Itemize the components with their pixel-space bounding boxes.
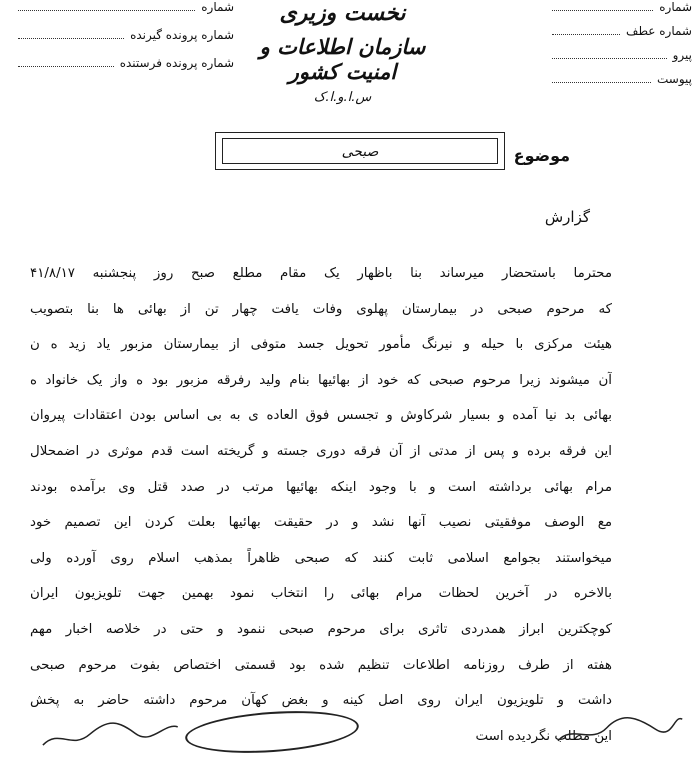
- field-dotted-line: [18, 28, 124, 39]
- field-dotted-line: [18, 0, 195, 11]
- organization-letterhead: [235, 0, 450, 105]
- body-line: این فرقه برده و پس از مدتی از آن فرقه دوری جسته و گریخته است قدم موثری در اضمحلال: [30, 443, 612, 459]
- report-title: گزارش: [544, 208, 590, 226]
- body-line: آن میشوند زیرا مرحوم صبحی که خود از بهائیها بنام ولید رفرقه مزبور بود ه واز یک خانواد ه: [30, 372, 612, 388]
- header-left-field: [14, 0, 234, 28]
- subject-value: صبحی: [222, 138, 498, 164]
- report-body: [30, 256, 612, 754]
- field-label: شماره: [659, 0, 692, 14]
- body-line: بالاخره در آخرین لحظات مرام بهائی را انتخاب نمود بهمین جهت تلویزیون ایران: [30, 586, 612, 602]
- header-right-field: [552, 0, 692, 24]
- field-label: پیرو: [672, 48, 692, 62]
- header-right-field: [552, 48, 692, 72]
- body-line: مع الوصف موفقیتی نصیب آنها نشد و در حقیقت بهائیها بعلت کردن این تصمیم خود: [30, 515, 612, 531]
- header-right-fields: [552, 0, 692, 96]
- field-label: پیوست: [657, 72, 692, 86]
- header-right-field: [552, 24, 692, 48]
- body-line: هیئت مرکزی با حیله و نیرنگ مأمور تحویل جسد متوفی از بیمارستان مزبور یاد زید ه ن: [30, 337, 612, 353]
- body-line: که مرحوم صبحی در بیمارستان پهلوی وفات یافت چهار تن از بهائی ها بنا بتصویب: [30, 301, 612, 317]
- header-left-fields: [14, 0, 234, 84]
- body-line: داشت و تلویزیون ایران روی اصل کینه و بغض کهآن مرحوم داشته حاضر به پخش: [30, 693, 612, 709]
- body-line: بهائی بد نیا آمده و بسیار شرکاوش و تجسس فوق العاده ی به بی اساس بودن اعتقادات پیروان: [30, 408, 612, 424]
- field-label: شماره پرونده فرستنده: [119, 56, 234, 70]
- field-dotted-line: [552, 0, 653, 11]
- org-abbreviation: س.ا.و.ا.ک: [313, 90, 372, 105]
- header-right-field: [552, 72, 692, 96]
- field-dotted-line: [552, 72, 651, 83]
- field-label: شماره: [201, 0, 234, 14]
- body-line: این مطلب نگردیده است: [475, 728, 612, 744]
- subject-label: موضوع: [513, 146, 570, 165]
- org-name: سازمان اطلاعات و امنیت کشور: [259, 34, 426, 84]
- body-line: هفته از طرف روزنامه اطلاعات تنظیم شده بود قسمتی اختصاص بفوت مرحوم صبحی: [30, 657, 612, 673]
- body-line: کوچکترین ابراز همدردی تاثری برای مرحوم صبحی ننمود و حتی در خلاصه اخبار مهم: [30, 621, 612, 637]
- field-dotted-line: [552, 48, 667, 59]
- subject-box: [215, 132, 505, 170]
- body-line: میخواستند بجوامع اسلامی ثابت کنند که صبحی ظاهراً بمذهب اسلام روی آورده ولی: [30, 550, 612, 566]
- subject-row: [215, 128, 570, 176]
- field-dotted-line: [552, 24, 620, 35]
- header-left-field: [14, 28, 234, 56]
- field-label: شماره عطف: [626, 24, 692, 38]
- body-line: مرام بهائی برداشته است و با وجود اینکه بهائیها مرتب در صدد قتل وی برآمده بودند: [30, 479, 612, 495]
- body-line: محترما باستحضار میرساند بنا باظهار یک مقام مطلع صبح روز پنجشنبه ۴۱/۸/۱۷: [30, 266, 612, 281]
- header-left-field: [14, 56, 234, 84]
- field-dotted-line: [18, 56, 114, 67]
- field-label: شماره پرونده گیرنده: [130, 28, 234, 42]
- org-ministry: نخست وزیری: [279, 0, 406, 26]
